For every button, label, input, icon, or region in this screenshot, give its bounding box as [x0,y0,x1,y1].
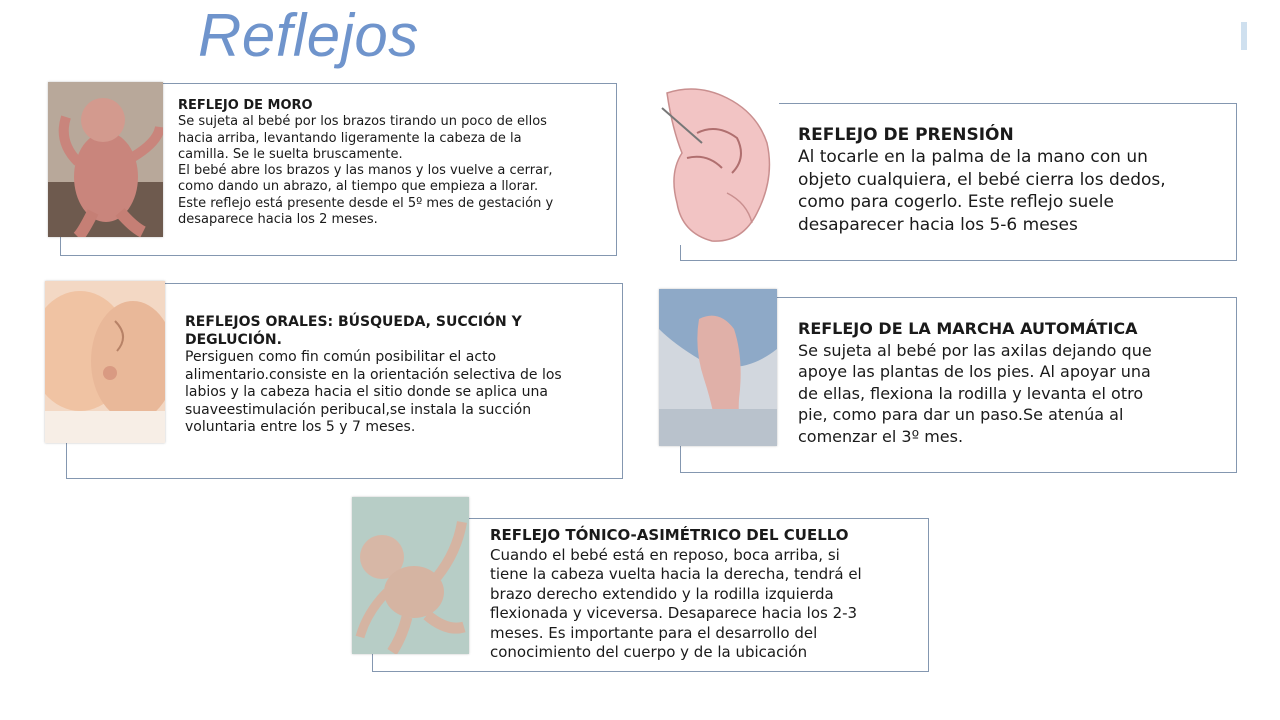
baby-moro-reflex-photo [48,82,163,237]
corner-accent-bar [1241,22,1247,50]
baby-tonic-neck-photo [352,497,469,654]
card-oral-body: Persiguen como fin común posibilitar el acto alimentario.consiste en la orientación selectiva de los labios y la cabeza hacia el sitio donde se aplica una suaveestimulación peribucal,se instala la succión voluntaria entre los 5 y 7 meses. [185,349,562,435]
card-tonic-heading: REFLEJO TÓNICO-ASIMÉTRICO DEL CUELLO [490,526,849,544]
baby-breastfeeding-photo [45,281,165,443]
card-grasp-heading: REFLEJO DE PRENSIÓN [798,125,1014,145]
card-tonic-text [490,526,924,663]
page-title: Reflejos [198,2,419,69]
card-stepping-body: Se sujeta al bebé por las axilas dejando que apoye las plantas de los pies. Al apoyar una de ellas, flexiona la rodilla y levanta el otro pie, como para dar un paso.Se atenúa al comenzar el 3º mes. [798,340,1152,446]
card-stepping-heading: REFLEJO DE LA MARCHA AUTOMÁTICA [798,319,1138,338]
card-oral-text [185,314,615,437]
card-tonic-body: Cuando el bebé está en reposo, boca arriba, si tiene la cabeza vuelta hacia la derecha, tendrá el brazo derecho extendido y la rodilla izquierda flexionada y viceversa. Desaparece hacia los 2-3 meses. Es importante para el desarrollo del conocimiento del cuerpo y de la ubicación [490,545,862,661]
card-grasp-text [798,124,1228,236]
card-stepping-text [798,318,1230,448]
card-grasp-body: Al tocarle en la palma de la mano con un objeto cualquiera, el bebé cierra los dedos, como para cogerlo. Este reflejo suele desaparecer hacia los 5-6 meses [798,147,1166,235]
card-moro-heading: REFLEJO DE MORO [178,98,313,113]
card-moro-body: Se sujeta al bebé por los brazos tirando un poco de ellos hacia arriba, levantando ligeramente la cabeza de la camilla. Se le suelta bruscamente. El bebé abre los brazos y las manos y los vuelve a cerrar, como dando un abrazo, al tiempo que empieza a llorar. Este reflejo está presente desde el 5º mes de gestación y desaparece hacia los 2 meses. [178,114,554,227]
card-moro-text [178,98,608,228]
card-oral-heading: REFLEJOS ORALES: BÚSQUEDA, SUCCIÓN Y DEGLUCIÓN. [185,314,522,348]
baby-hand-grasp-illustration [657,83,779,245]
baby-stepping-photo [659,289,777,446]
